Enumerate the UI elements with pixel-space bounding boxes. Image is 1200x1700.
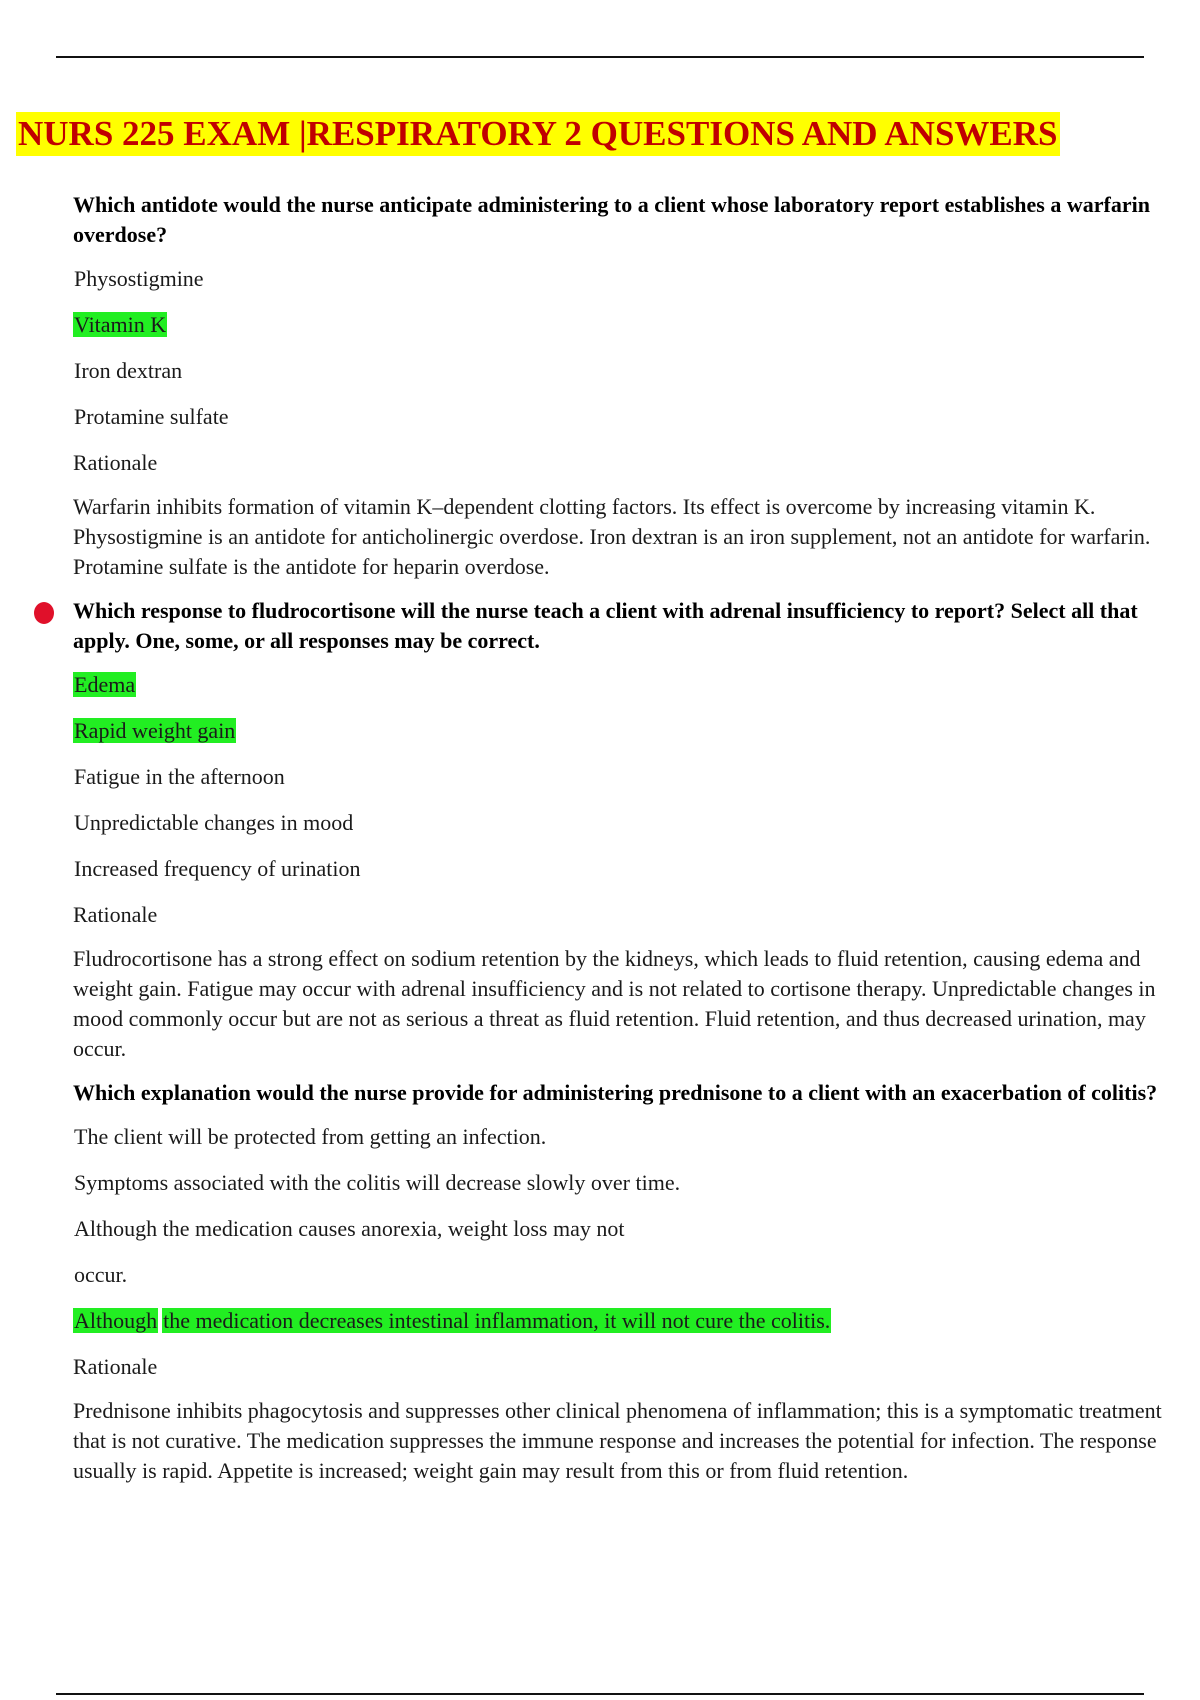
answer-option-correct: Vitamin K bbox=[74, 312, 167, 337]
question-block-1 bbox=[73, 190, 1163, 582]
question-text: Which antidote would the nurse anticipate administering to a client whose laboratory report establishes a warfarin overdose? bbox=[73, 192, 1150, 247]
title-block bbox=[16, 112, 1060, 156]
red-dot-marker-icon bbox=[34, 602, 54, 624]
question-block-2 bbox=[73, 596, 1163, 1064]
answer-option: Increased frequency of urination bbox=[74, 856, 361, 881]
top-rule bbox=[56, 56, 1144, 58]
answer-option: Protamine sulfate bbox=[74, 404, 229, 429]
rationale-text: Warfarin inhibits formation of vitamin K–dependent clotting factors. Its effect is overcome by increasing vitamin K. Physostigmine is an antidote for anticholinergic overdose. Iron dextran is an iron supplement, not an antidote for warfarin. Protamine sulfate is the antidote for heparin overdose. bbox=[73, 494, 1151, 579]
question-block-3 bbox=[73, 1078, 1163, 1486]
answer-option: Unpredictable changes in mood bbox=[74, 810, 354, 835]
answer-option: The client will be protected from getting an infection. bbox=[74, 1124, 547, 1149]
rationale-text: Fludrocortisone has a strong effect on sodium retention by the kidneys, which leads to fluid retention, causing edema and weight gain. Fatigue may occur with adrenal insufficiency and is not related to cortisone therapy. Unpredictable changes in mood commonly occur but are not as serious a threat as fluid retention. Fluid retention, and thus decreased urination, may occur. bbox=[73, 946, 1156, 1061]
answer-option: occur. bbox=[74, 1262, 128, 1287]
answer-option-correct: Rapid weight gain bbox=[74, 718, 236, 743]
questions-content bbox=[73, 190, 1163, 1500]
question-text: Which response to fludrocortisone will the nurse teach a client with adrenal insufficiency to report? Select all that apply. One, some, or all responses may be correct. bbox=[73, 596, 1163, 656]
rationale-label: Rationale bbox=[73, 902, 158, 927]
rationale-label: Rationale bbox=[73, 450, 158, 475]
answer-option: Iron dextran bbox=[74, 358, 183, 383]
answer-option-correct: Although the medication decreases intestinal inflammation, it will not cure the colitis. bbox=[74, 1308, 831, 1333]
document-title: NURS 225 EXAM |RESPIRATORY 2 QUESTIONS AND ANSWERS bbox=[16, 112, 1060, 156]
answer-option: Physostigmine bbox=[74, 266, 204, 291]
answer-option: Symptoms associated with the colitis will decrease slowly over time. bbox=[74, 1170, 681, 1195]
rationale-label: Rationale bbox=[73, 1354, 158, 1379]
rationale-text: Prednisone inhibits phagocytosis and suppresses other clinical phenomena of inflammation; this is a symptomatic treatment that is not curative. The medication suppresses the immune response and increases the potential for infection. The response usually is rapid. Appetite is increased; weight gain may result from this or from fluid retention. bbox=[73, 1398, 1162, 1483]
answer-option-correct: Edema bbox=[74, 672, 136, 697]
answer-option: Fatigue in the afternoon bbox=[74, 764, 285, 789]
answer-option: Although the medication causes anorexia, weight loss may not bbox=[74, 1216, 625, 1241]
question-text: Which explanation would the nurse provide for administering prednisone to a client with an exacerbation of colitis? bbox=[73, 1080, 1158, 1105]
bottom-rule bbox=[56, 1693, 1144, 1695]
